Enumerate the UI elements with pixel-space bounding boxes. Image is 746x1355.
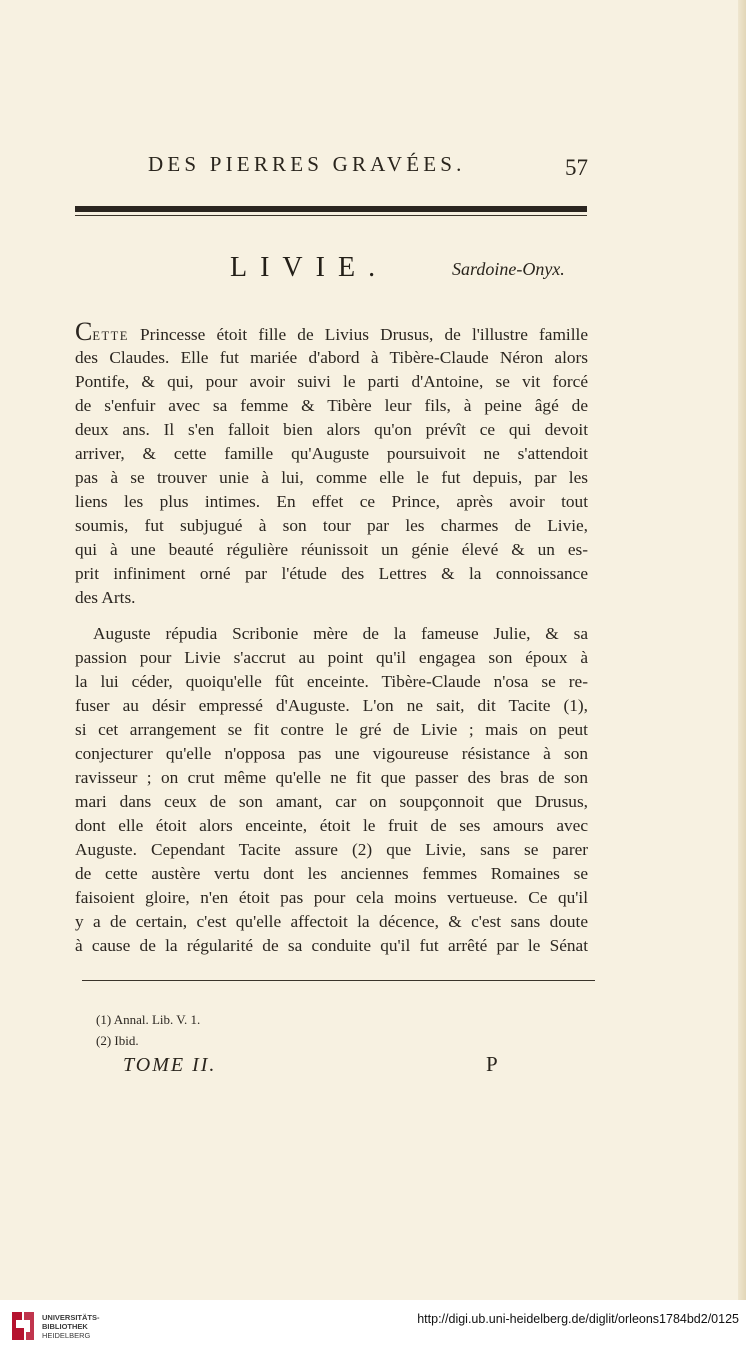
drop-cap: C <box>75 322 93 346</box>
library-name <box>42 1313 100 1340</box>
paragraph-2-line: mari dans ceux de son amant, car on soupçonnoit que Drusus, <box>75 792 588 811</box>
chapter-title: LIVIE. <box>230 252 389 283</box>
paragraph-1-line: arriver, & cette famille qu'Auguste poursuivoit ne s'attendoit <box>75 444 588 463</box>
paragraph-2-line: à cause de la régularité de sa conduite qu'il fut arrêté par le Sénat <box>75 936 588 955</box>
running-head: DES PIERRES GRAVÉES. <box>148 152 466 176</box>
page-number: 57 <box>565 155 588 180</box>
paragraph-2-line: y a de certain, c'est qu'elle affectoit la décence, & c'est sans doute <box>75 912 588 931</box>
paragraph-2-line: ravisseur ; on crut même qu'elle ne fit que passer des bras de son <box>75 768 588 787</box>
permalink-url[interactable]: http://digi.ub.uni-heidelberg.de/diglit/orleons1784bd2/0125 <box>417 1312 739 1326</box>
paragraph-1-line <box>75 322 588 346</box>
paragraph-2-line: si cet arrangement se fit contre le gré de Livie ; mais on peut <box>75 720 588 739</box>
page-edge <box>738 0 746 1300</box>
footnote-1: (1) Annal. Lib. V. 1. <box>96 1012 201 1027</box>
paragraph-2-line: fuser au désir empressé d'Auguste. L'on ne sait, dit Tacite (1), <box>75 696 588 715</box>
paragraph-1-line: Pontife, & qui, pour avoir suivi le parti d'Antoine, se vit forcé <box>75 372 588 391</box>
signature-mark: P <box>486 1052 498 1076</box>
paragraph-2-line: Auguste. Cependant Tacite assure (2) que Livie, sans se parer <box>75 840 588 859</box>
paragraph-1-line: pas à se trouver unie à lui, comme elle le fut depuis, par les <box>75 468 588 487</box>
logo-shape <box>12 1312 24 1340</box>
paragraph-1-line: des Arts. <box>75 588 136 607</box>
library-name-line: UNIVERSITÄTS- <box>42 1313 100 1322</box>
footnote-rule <box>82 980 595 981</box>
paragraph-2-line: Auguste répudia Scribonie mère de la fameuse Julie, & sa <box>93 624 588 643</box>
paragraph-1-line: liens les plus intimes. En effet ce Prince, après avoir tout <box>75 492 588 511</box>
footnote-2: (2) Ibid. <box>96 1033 139 1048</box>
header-rule-thin <box>75 215 587 216</box>
header-rule-thick <box>75 206 587 212</box>
paragraph-2-line: dont elle étoit alors enceinte, étoit le fruit de ses amours avec <box>75 816 588 835</box>
library-name-line: HEIDELBERG <box>42 1331 91 1340</box>
paragraph-1-line: qui à une beauté régulière réunissoit un génie élevé & un es- <box>75 540 588 559</box>
paragraph-2-line: de cette austère vertu dont les anciennes femmes Romaines se <box>75 864 588 883</box>
library-name-line: BIBLIOTHEK <box>42 1322 88 1331</box>
paragraph-2-line: conjecturer qu'elle n'opposa pas une vigoureuse résistance à son <box>75 744 588 763</box>
viewer-footer <box>0 1300 746 1355</box>
paragraph-1-line: des Claudes. Elle fut mariée d'abord à Tibère-Claude Néron alors <box>75 348 588 367</box>
small-caps-word: ETTE <box>92 329 129 343</box>
paragraph-1-line: de s'enfuir avec sa femme & Tibère leur fils, à peine âgé de <box>75 396 588 415</box>
paragraph-1-line-text: Princesse étoit fille de Livius Drusus, de l'illustre famille <box>128 325 588 344</box>
paragraph-2-line: faisoient gloire, n'en étoit pas pour cela moins vertueuse. Ce qu'il <box>75 888 588 907</box>
paragraph-1-line: soumis, fut subjugué à son tour par les charmes de Livie, <box>75 516 588 535</box>
paragraph-2 <box>75 622 588 958</box>
paragraph-1-line: prit infiniment orné par l'étude des Lettres & la connoissance <box>75 564 588 583</box>
signature-label: TOME II. <box>123 1054 217 1076</box>
paragraph-1-line: deux ans. Il s'en falloit bien alors qu'on prévît ce qui devoit <box>75 420 588 439</box>
chapter-subtitle: Sardoine-Onyx. <box>452 259 565 279</box>
paragraph-2-line: passion pour Livie s'accrut au point qu'il engagea son époux à <box>75 648 588 667</box>
library-logo-icon <box>8 1308 38 1344</box>
paragraph-1 <box>75 322 588 610</box>
logo-shape <box>24 1312 34 1340</box>
paragraph-2-line: la lui céder, quoiqu'elle fût enceinte. Tibère-Claude n'osa se re- <box>75 672 588 691</box>
